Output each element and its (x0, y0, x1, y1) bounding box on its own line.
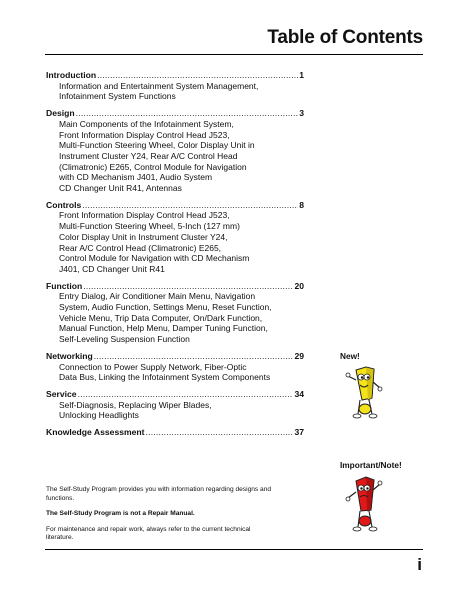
new-label: New! (340, 351, 360, 361)
toc-entry-heading[interactable] (46, 70, 304, 81)
toc-description-line: with CD Mechanism J401, Audio System (59, 172, 213, 183)
footer-note-not-repair-manual: The Self-Study Program is not a Repair Manual. (46, 510, 195, 518)
bottom-divider (45, 549, 423, 550)
toc-description-line: Multi-Function Steering Wheel, Color Display Unit in (59, 140, 255, 151)
toc-entry (46, 200, 304, 275)
toc-description-line: Front Information Display Control Head J523, (59, 210, 230, 221)
toc-description-line: Data Bus, Linking the Infotainment System Components (59, 372, 271, 383)
toc-entry (46, 427, 304, 438)
toc-description-line: Connection to Power Supply Network, Fiber-Optic (59, 361, 247, 372)
toc-description-line: Infotainment System Functions (59, 91, 176, 102)
toc-entry-heading[interactable] (46, 389, 304, 400)
toc-description-line: J401, CD Changer Unit R41 (59, 263, 165, 274)
toc-entry-page: 37 (294, 427, 304, 438)
toc-entry-description (59, 362, 304, 383)
toc-entry-page: 3 (299, 108, 304, 119)
toc-description-line: Front Information Display Control Head J523, (59, 129, 230, 140)
toc-entry-title: Knowledge Assessment (46, 427, 145, 438)
toc-entry-heading[interactable] (46, 200, 304, 211)
toc-leader-dots (82, 200, 298, 211)
table-of-contents (46, 70, 304, 444)
toc-entry-page: 20 (294, 280, 304, 291)
toc-description-line: Vehicle Menu, Trip Data Computer, On/Dark Function, (59, 312, 263, 323)
toc-description-line: Main Components of the Infotainment System, (59, 118, 234, 129)
toc-description-line: System, Audio Function, Settings Menu, Reset Function, (59, 302, 272, 313)
toc-entry (46, 108, 304, 194)
toc-description-line: Manual Function, Help Menu, Damper Tuning Function, (59, 323, 268, 334)
footer-notes (46, 486, 276, 550)
toc-entry-title: Service (46, 388, 77, 399)
toc-leader-dots (97, 70, 298, 81)
toc-description-line: Color Display Unit in Instrument Cluster Y24, (59, 231, 228, 242)
toc-entry-page: 29 (294, 350, 304, 361)
toc-entry (46, 281, 304, 345)
toc-entry-title: Function (46, 280, 83, 291)
toc-leader-dots (146, 427, 294, 438)
toc-entry-description (59, 400, 304, 421)
toc-leader-dots (94, 351, 294, 362)
toc-leader-dots (76, 108, 299, 119)
toc-entry-heading[interactable] (46, 281, 304, 292)
toc-description-line: CD Changer Unit R41, Antennas (59, 183, 182, 194)
toc-entry-heading[interactable] (46, 427, 304, 438)
toc-description-line: Multi-Function Steering Wheel, 5-Inch (127 mm) (59, 221, 240, 232)
toc-entry-description (59, 291, 304, 345)
toc-entry-description (59, 119, 304, 194)
footer-note-info: The Self-Study Program provides you with information regarding designs and functions. (46, 486, 272, 502)
toc-description-line: Information and Entertainment System Management, (59, 80, 259, 91)
toc-description-line: Entry Dialog, Air Conditioner Main Menu, Navigation (59, 291, 256, 302)
toc-description-line: Unlocking Headlights (59, 410, 139, 421)
toc-entry (46, 351, 304, 383)
page-title: Table of Contents (267, 27, 423, 48)
toc-entry-title: Design (46, 108, 75, 119)
toc-entry-title: Controls (46, 199, 82, 210)
toc-description-line: (Climatronic) E265, Control Module for Navigation (59, 161, 247, 172)
title-divider (45, 54, 423, 55)
toc-entry-description (59, 81, 304, 102)
important-note-label: Important/Note! (340, 460, 402, 470)
page-number: i (417, 555, 422, 574)
toc-leader-dots (83, 281, 293, 292)
toc-description-line: Instrument Cluster Y24, Rear A/C Control Head (59, 150, 238, 161)
toc-description-line: Rear A/C Control Head (Climatronic) E265, (59, 242, 222, 253)
toc-entry-heading[interactable] (46, 108, 304, 119)
toc-entry (46, 70, 304, 102)
footer-note-technical-literature: For maintenance and repair work, always refer to the current technical literature. (46, 525, 251, 542)
toc-leader-dots (78, 389, 294, 400)
toc-entry-page: 1 (299, 70, 304, 80)
toc-entry-heading[interactable] (46, 351, 304, 362)
toc-entry-page: 34 (294, 388, 304, 399)
toc-description-line: Self-Diagnosis, Replacing Wiper Blades, (59, 399, 212, 410)
toc-entry-page: 8 (299, 199, 304, 210)
toc-entry-title: Introduction (46, 70, 97, 80)
toc-description-line: Control Module for Navigation with CD Mechanism (59, 253, 250, 264)
toc-entry-title: Networking (46, 350, 93, 361)
important-exclamation-character-icon (343, 474, 385, 536)
new-exclamation-character-icon (344, 364, 384, 424)
toc-entry-description (59, 210, 304, 274)
toc-entry (46, 389, 304, 421)
toc-description-line: Self-Leveling Suspension Function (59, 334, 190, 345)
